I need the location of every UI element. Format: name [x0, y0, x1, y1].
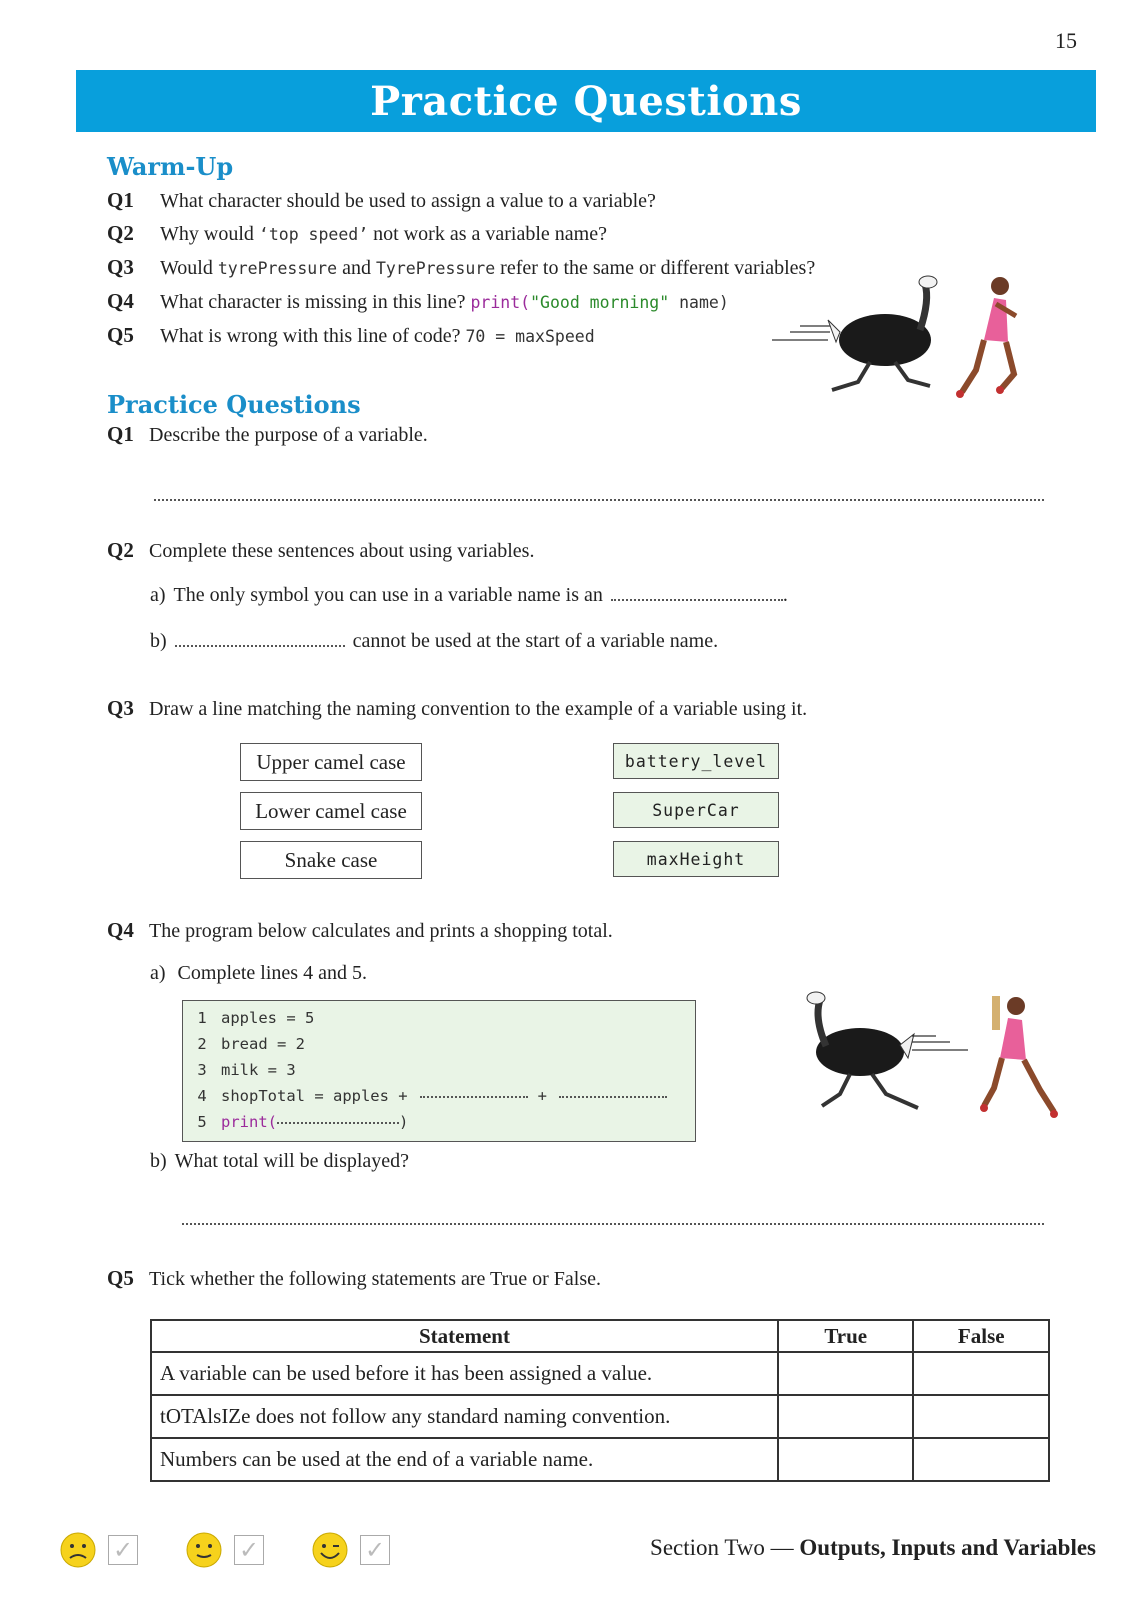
question-number: Q5	[107, 323, 134, 347]
question-text: Tick whether the following statements are True or False.	[149, 1268, 601, 1290]
code-line-1: 1 apples = 5	[197, 1009, 315, 1027]
question-text: What is wrong with this line of code? 70 = maxSpeed	[160, 325, 595, 347]
tick-box-1[interactable]: ✓	[108, 1535, 138, 1565]
part-label: a)	[150, 962, 166, 984]
convention-snake[interactable]: Snake case	[240, 841, 422, 879]
false-tick-cell[interactable]	[913, 1438, 1049, 1481]
true-false-table	[150, 1319, 1050, 1482]
part-text: What total will be displayed?	[174, 1150, 410, 1172]
inline-code: ‘top speed’	[258, 225, 369, 244]
ostrich-runner-illustration-2	[800, 990, 1080, 1140]
practice-q2-b	[150, 630, 718, 653]
practice-q2-a	[150, 584, 788, 607]
question-number: Q1	[107, 422, 134, 446]
section-footer	[650, 1535, 1096, 1561]
answer-blank[interactable]	[559, 1095, 667, 1098]
answer-line[interactable]	[182, 1222, 1044, 1225]
table-row	[151, 1438, 1049, 1481]
question-text: Draw a line matching the naming convention to the example of a variable using it.	[149, 698, 808, 720]
example-maxheight[interactable]: maxHeight	[613, 841, 779, 877]
question-text: Complete these sentences about using variables.	[149, 540, 535, 562]
question-number: Q3	[107, 255, 134, 279]
part-text: Complete lines 4 and 5.	[177, 962, 367, 984]
true-tick-cell[interactable]	[778, 1438, 914, 1481]
warmup-q1	[107, 184, 927, 217]
tick-box-2[interactable]: ✓	[234, 1535, 264, 1565]
answer-blank[interactable]	[420, 1095, 528, 1098]
warmup-heading: Warm-Up	[107, 152, 234, 181]
example-battery-level[interactable]: battery_level	[613, 743, 779, 779]
speed-lines	[912, 1036, 968, 1050]
confidence-rating	[60, 1532, 390, 1568]
code-line-5: 5 print( )	[197, 1113, 409, 1131]
ostrich-icon	[807, 992, 918, 1108]
table-row	[151, 1352, 1049, 1395]
table-row	[151, 1395, 1049, 1438]
question-text: Why would ‘top speed’ not work as a variable name?	[160, 223, 607, 245]
page-banner	[76, 70, 1096, 132]
answer-blank[interactable]	[611, 598, 783, 601]
table-header-row	[151, 1320, 1049, 1352]
true-tick-cell[interactable]	[778, 1352, 914, 1395]
part-label: b)	[150, 1150, 167, 1172]
question-text: Would tyrePressure and TyrePressure refer to the same or different variables?	[160, 257, 816, 279]
page-number: 15	[1055, 28, 1077, 53]
code-line-4: 4 shopTotal = apples + +	[183, 1083, 667, 1109]
false-tick-cell[interactable]	[913, 1352, 1049, 1395]
example-supercar[interactable]: SuperCar	[613, 792, 779, 828]
part-label: b)	[150, 630, 167, 652]
banner-title: Practice Questions	[370, 77, 802, 125]
neutral-face-icon	[186, 1532, 222, 1568]
convention-lower-camel[interactable]: Lower camel case	[240, 792, 422, 830]
answer-line[interactable]	[154, 498, 1044, 501]
question-number: Q1	[107, 188, 134, 212]
question-text: Describe the purpose of a variable.	[149, 424, 428, 446]
tick-box-3[interactable]: ✓	[360, 1535, 390, 1565]
speed-lines	[772, 326, 832, 340]
section-label: Section Two —	[650, 1535, 794, 1560]
true-tick-cell[interactable]	[778, 1395, 914, 1438]
code-line-3: 3 milk = 3	[197, 1061, 296, 1079]
practice-heading: Practice Questions	[107, 390, 361, 419]
question-number: Q2	[107, 538, 134, 562]
header-statement: Statement	[151, 1320, 778, 1352]
answer-blank[interactable]	[175, 644, 345, 647]
full-stop: .	[782, 584, 788, 606]
section-title: Outputs, Inputs and Variables	[799, 1535, 1096, 1560]
question-text: What character should be used to assign a value to a variable?	[160, 190, 656, 212]
practice-q5	[107, 1266, 601, 1291]
header-false: False	[913, 1320, 1049, 1352]
practice-q4-b	[150, 1150, 409, 1173]
header-true: True	[778, 1320, 914, 1352]
ostrich-icon	[828, 276, 937, 390]
convention-upper-camel[interactable]: Upper camel case	[240, 743, 422, 781]
question-number: Q4	[107, 289, 134, 313]
part-label: a)	[150, 584, 166, 606]
ostrich-runner-illustration	[770, 270, 1070, 440]
question-text: The program below calculates and prints a shopping total.	[149, 920, 613, 942]
question-number: Q2	[107, 221, 134, 245]
statement-cell: Numbers can be used at the end of a variable name.	[151, 1438, 778, 1481]
practice-q3	[107, 696, 807, 721]
runner-icon	[980, 996, 1058, 1118]
practice-q2	[107, 538, 534, 563]
practice-q4	[107, 918, 613, 943]
statement-cell: A variable can be used before it has been assigned a value.	[151, 1352, 778, 1395]
false-tick-cell[interactable]	[913, 1395, 1049, 1438]
question-number: Q3	[107, 696, 134, 720]
question-number: Q4	[107, 918, 134, 942]
inline-code: print("Good morning" name)	[470, 293, 729, 312]
inline-code: TyrePressure	[375, 259, 496, 278]
baguette-icon	[992, 996, 1000, 1030]
statement-cell: tOTAlsIZe does not follow any standard naming convention.	[151, 1395, 778, 1438]
code-line-2: 2 bread = 2	[197, 1035, 305, 1053]
part-text: cannot be used at the start of a variable name.	[352, 630, 719, 652]
runner-icon	[956, 277, 1016, 398]
answer-blank[interactable]	[277, 1121, 399, 1124]
question-text: What character is missing in this line? print("Good morning" name)	[160, 291, 729, 313]
question-number: Q5	[107, 1266, 134, 1290]
code-listing	[182, 1000, 696, 1142]
part-text: The only symbol you can use in a variable name is an	[173, 584, 603, 606]
practice-q1	[107, 422, 428, 447]
inline-code: 70 = maxSpeed	[465, 327, 595, 346]
happy-face-icon	[312, 1532, 348, 1568]
warmup-q2	[107, 217, 927, 251]
practice-q4-a	[150, 962, 367, 985]
sad-face-icon	[60, 1532, 96, 1568]
inline-code: tyrePressure	[217, 259, 338, 278]
